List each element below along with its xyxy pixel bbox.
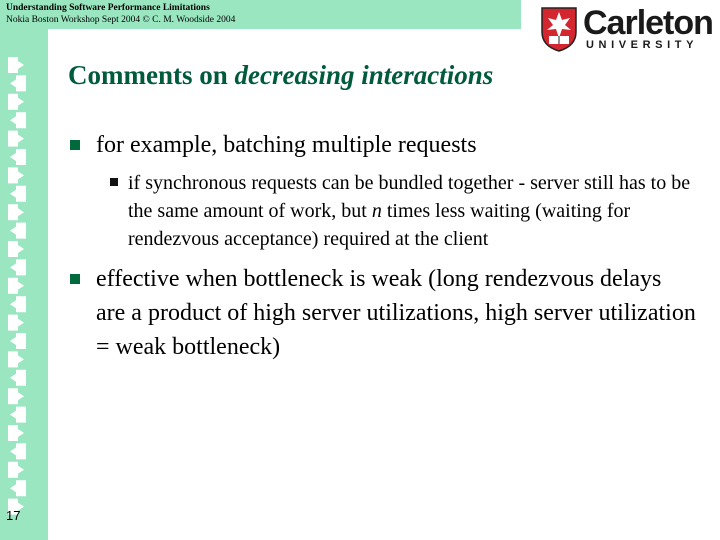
- carleton-shield-icon: [540, 6, 578, 52]
- arrow-shape: [8, 315, 24, 331]
- header-course-title: Understanding Software Performance Limitations: [6, 3, 210, 13]
- logo-subtitle: UNIVERSITY: [586, 39, 699, 51]
- arrow-shape: [10, 186, 26, 202]
- arrow-shape: [10, 296, 26, 312]
- arrow-shape: [10, 443, 26, 459]
- header-band: [0, 0, 521, 29]
- arrow-shape: [8, 388, 24, 404]
- arrow-shape: [10, 333, 26, 349]
- arrow-shape: [10, 480, 26, 496]
- arrow-shape: [8, 462, 24, 478]
- arrow-shape: [10, 149, 26, 165]
- arrow-shape: [8, 241, 24, 257]
- arrow-shape: [10, 112, 26, 128]
- slide-title: [68, 60, 493, 91]
- bullet-text: for example, batching multiple requests: [96, 132, 477, 158]
- arrow-shape: [8, 167, 24, 183]
- arrow-shape: [10, 407, 26, 423]
- left-margin-strip: [0, 29, 48, 540]
- bullet-text: effective when bottleneck is weak (long rendezvous delays are a product of high server utilizations, high server utilization = weak bottleneck): [96, 266, 696, 360]
- small-square-bullet-icon: [110, 178, 118, 186]
- square-bullet-icon: [70, 274, 80, 284]
- arrow-shape: [8, 94, 24, 110]
- sub-bullet-text-part2: times less waiting (waiting for rendezvous acceptance) required at the client: [128, 200, 631, 250]
- arrow-shape: [8, 57, 24, 73]
- title-emphasis: decreasing interactions: [234, 60, 494, 90]
- arrow-shape: [10, 259, 26, 275]
- arrow-shape: [8, 131, 24, 147]
- square-bullet-icon: [70, 140, 80, 150]
- logo-wordmark: Carleton: [583, 4, 713, 42]
- arrow-shape: [8, 204, 24, 220]
- arrow-shape: [10, 370, 26, 386]
- sub-bullet-text-part1: if synchronous requests can be bundled together - server still has to be the same amount of work, but: [128, 172, 691, 222]
- arrow-shape: [10, 223, 26, 239]
- arrow-shape: [8, 425, 24, 441]
- title-prefix: Comments on: [68, 60, 235, 90]
- arrow-shape: [10, 75, 26, 91]
- carleton-logo: [540, 4, 713, 52]
- arrow-shape: [8, 351, 24, 367]
- sub-bullet-text: [128, 169, 718, 253]
- header-workshop-info: Nokia Boston Workshop Sept 2004 © C. M. Woodside 2004: [6, 15, 236, 25]
- sub-bullet-italic-n: n: [371, 200, 382, 222]
- arrow-pattern-decoration: [0, 57, 48, 517]
- page-number: 17: [6, 508, 21, 523]
- arrow-shape: [8, 278, 24, 294]
